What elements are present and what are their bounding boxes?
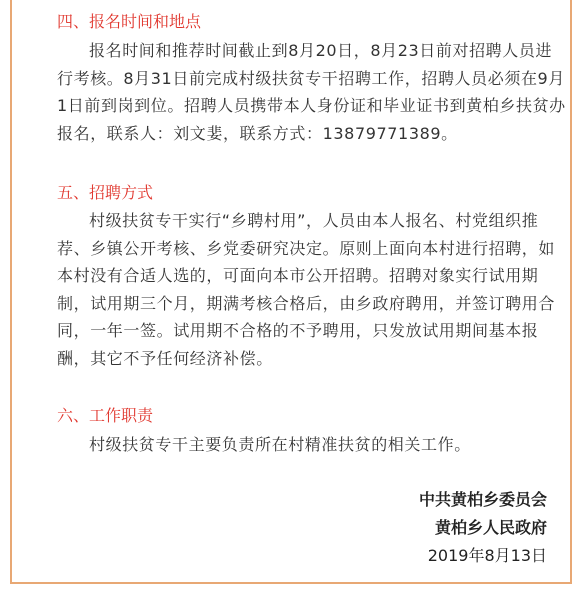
section-4-body: 报名时间和推荐时间截止到8月20日，8月23日前对招聘人员进行考核。8月31日前完成村级扶贫专干招聘工作，招聘人员必须在9月1日前到岗到位。招聘人员携带本人身份证和毕业证书到黄柏乡扶贫办报名，联系人：刘文婓，联系方式：13879771389。 — [57, 41, 566, 143]
section-6-heading: 六、工作职责 — [57, 406, 154, 425]
signature-org-2: 黄柏乡人民政府 — [434, 518, 547, 537]
section-5-heading: 五、招聘方式 — [57, 183, 154, 202]
section-5-body: 村级扶贫专干实行“乡聘村用”，人员由本人报名、村党组织推荐、乡镇公开考核、乡党委研究决定。原则上面向本村进行招聘，如本村没有合适人选的，可面向本市公开招聘。招聘对象实行试用期制，试用期三个月，期满考核合格后，由乡政府聘用，并签订聘用合同，一年一签。试用期不合格的不予聘用，只发放试用期间基本报酬，其它不予任何经济补偿。 — [57, 211, 556, 368]
section-6-body: 村级扶贫专干主要负责所在村精准扶贫的相关工作。 — [89, 435, 471, 454]
section-4-heading: 四、报名时间和地点 — [57, 12, 202, 31]
signature-org-1: 中共黄柏乡委员会 — [418, 490, 547, 509]
signature-date: 2019年8月13日 — [427, 546, 547, 565]
